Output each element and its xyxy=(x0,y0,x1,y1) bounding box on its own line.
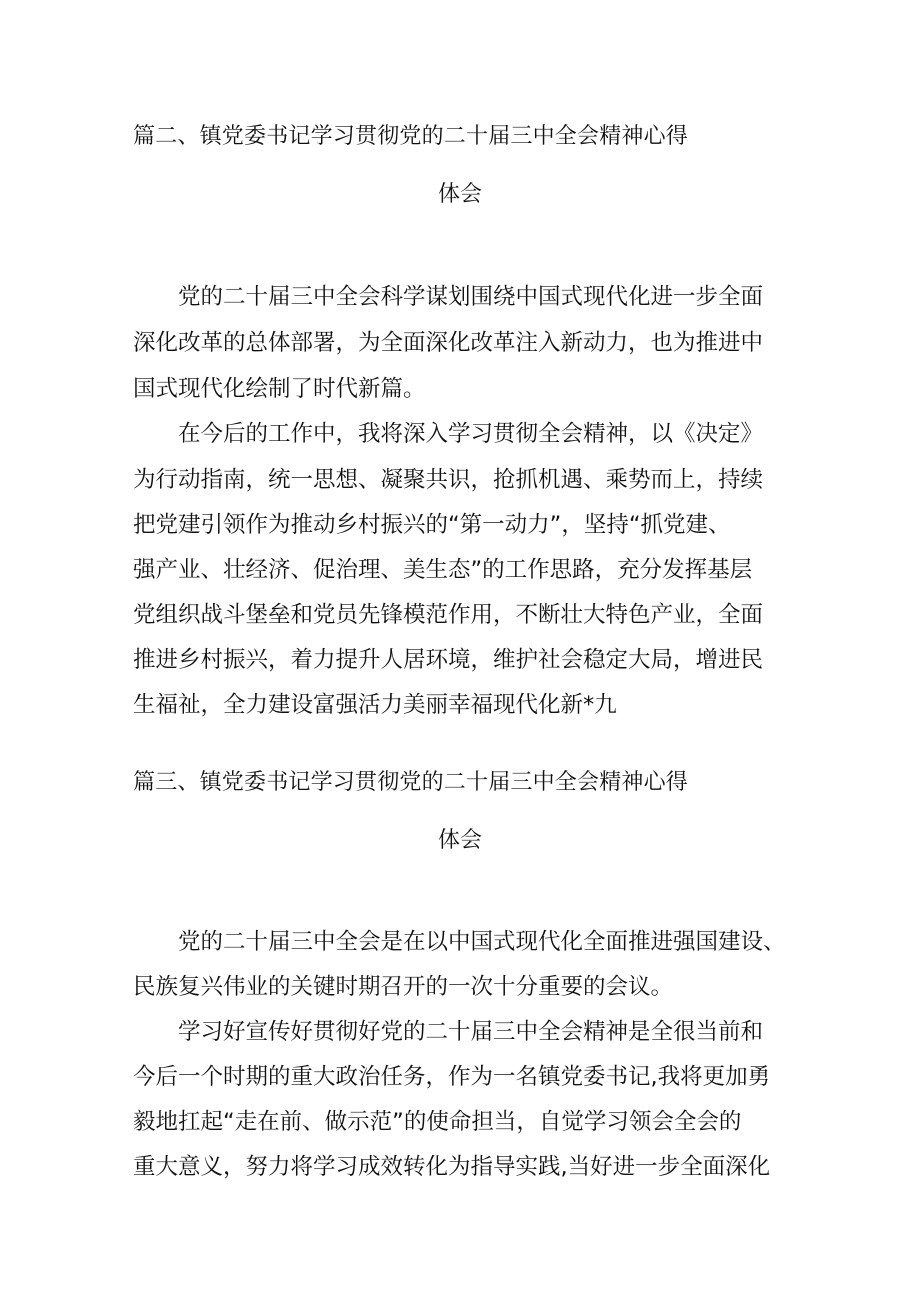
paragraph-line: 民族复兴伟业的关键时期召开的一次十分重要的会议。 xyxy=(133,974,674,1000)
paragraph-line: 今后一个时期的重大政治任务，作为一名镇党委书记,我将更加勇 xyxy=(133,1064,771,1090)
paragraph-line: 党的二十届三中全会是在以中国式现代化全面推进强国建设、 xyxy=(178,929,786,955)
section-3-heading-line1: 篇三、镇党委书记学习贯彻党的二十届三中全会精神心得 xyxy=(133,770,689,795)
paragraph-line: 学习好宣传好贯彻好党的二十届三中全会精神是全很当前和 xyxy=(178,1019,764,1045)
paragraph-line: 推进乡村振兴，着力提升人居环境，维护社会稳定大局，增进民 xyxy=(133,647,764,673)
section-2-heading-line2: 体会 xyxy=(437,182,482,207)
paragraph-line: 在今后的工作中，我将深入学习贯彻全会精神，以《决定》 xyxy=(178,421,764,447)
paragraph-line: 生福祉，全力建设富强活力美丽幸福现代化新*九 xyxy=(133,692,617,718)
paragraph-line: 强产业、壮经济、促治理、美生态”的工作思路，充分发挥基层 xyxy=(133,557,753,583)
paragraph-line: 党组织战斗堡垒和党员先锋模范作用，不断壮大特色产业，全面 xyxy=(133,602,764,628)
paragraph-line: 深化改革的总体部署，为全面深化改革注入新动力，也为推进中 xyxy=(133,330,764,356)
paragraph-line: 党的二十届三中全会科学谋划围绕中国式现代化进一步全面 xyxy=(178,284,764,310)
paragraph-line: 国式现代化绘制了时代新篇。 xyxy=(133,376,426,402)
section-2-heading-line1: 篇二、镇党委书记学习贯彻党的二十届三中全会精神心得 xyxy=(133,124,689,149)
paragraph-line: 为行动指南，统一思想、凝聚共识，抢抓机遇、乘势而上，持续 xyxy=(133,467,764,493)
paragraph-line: 把党建引领作为推动乡村振兴的“第一动力”，坚持“抓党建、 xyxy=(133,512,731,538)
paragraph-line: 毅地扛起“走在前、做示范”的使命担当，自觉学习领会全会的 xyxy=(133,1109,742,1135)
paragraph-line: 重大意义，努力将学习成效转化为指导实践,当好进一步全面深化 xyxy=(133,1154,771,1180)
section-3-heading-line2: 体会 xyxy=(437,828,482,853)
